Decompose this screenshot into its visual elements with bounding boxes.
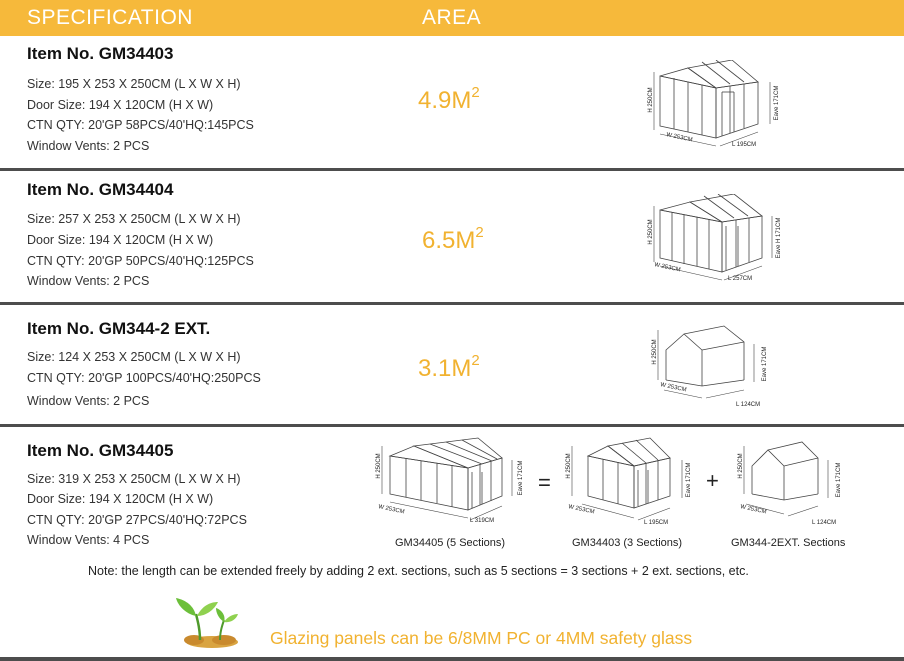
length-label: L 319CM xyxy=(470,518,495,524)
spec-door-size: Door Size: 194 X 120CM (H X W) xyxy=(27,233,214,247)
specification-heading: SPECIFICATION xyxy=(27,6,193,29)
bottom-divider xyxy=(0,657,904,661)
eave-label: Eave 171CM xyxy=(774,85,780,121)
width-label: W 253CM xyxy=(653,262,681,274)
greenhouse-diagram xyxy=(646,60,796,152)
caption-gm34403: GM34403 (3 Sections) xyxy=(572,537,683,549)
section-divider xyxy=(0,168,904,171)
height-label: H 250CM xyxy=(652,339,658,365)
spec-window-vents: Window Vents: 2 PCS xyxy=(27,394,150,408)
eave-label: Eave 171CM xyxy=(762,346,768,382)
length-label: L 124CM xyxy=(812,520,837,526)
height-label: H 250CM xyxy=(648,219,654,245)
height-label: H 250CM xyxy=(376,453,382,479)
eave-label: Eave H 171CM xyxy=(776,217,782,259)
height-label: H 250CM xyxy=(738,453,744,479)
section-divider xyxy=(0,302,904,305)
item-title: Item No. GM344-2 EXT. xyxy=(27,319,211,338)
spec-door-size: Door Size: 194 X 120CM (H X W) xyxy=(27,98,214,112)
spec-size: Size: 257 X 253 X 250CM (L X W X H) xyxy=(27,212,241,226)
length-label: L 124CM xyxy=(736,402,761,408)
spec-door-size: Door Size: 194 X 120CM (H X W) xyxy=(27,492,214,506)
eave-label: Eave 171CM xyxy=(836,462,842,498)
length-label: L 257CM xyxy=(728,276,753,282)
eave-label: Eave 171CM xyxy=(686,462,692,498)
length-label: L 195CM xyxy=(644,520,669,526)
caption-gm34405: GM34405 (5 Sections) xyxy=(395,537,506,549)
greenhouse-ext-diagram xyxy=(646,320,796,412)
area-value: $4.9M^2$ xyxy=(418,84,480,114)
greenhouse-ext-sections-diagram xyxy=(730,436,854,530)
spec-ctn-qty: CTN QTY: 20'GP 100PCS/40'HQ:250PCS xyxy=(27,371,261,385)
greenhouse-5-sections-diagram xyxy=(372,436,532,530)
greenhouse-diagram xyxy=(646,194,796,286)
caption-gm344-2ext: GM344-2EXT. Sections xyxy=(731,537,846,549)
spec-window-vents: Window Vents: 4 PCS xyxy=(27,533,150,547)
spec-ctn-qty: CTN QTY: 20'GP 50PCS/40'HQ:125PCS xyxy=(27,254,254,268)
glazing-info: Glazing panels can be 6/8MM PC or 4MM safety glass xyxy=(270,628,693,648)
width-label: W 253CM xyxy=(739,504,767,516)
width-label: W 253CM xyxy=(665,132,693,144)
area-value: $6.5M^2$ xyxy=(422,224,484,254)
area-heading: AREA xyxy=(422,6,482,29)
header-bar xyxy=(0,0,904,36)
height-label: H 250CM xyxy=(648,87,654,113)
width-label: W 253CM xyxy=(377,504,405,516)
seedling-icon xyxy=(172,592,242,655)
item-title: Item No. GM34405 xyxy=(27,441,174,460)
spec-size: Size: 124 X 253 X 250CM (L X W X H) xyxy=(27,350,241,364)
spec-size: Size: 195 X 253 X 250CM (L X W X H) xyxy=(27,77,241,91)
area-value: $3.1M^2$ xyxy=(418,352,480,382)
width-label: W 253CM xyxy=(567,504,595,516)
greenhouse-3-sections-diagram xyxy=(560,436,700,530)
spec-window-vents: Window Vents: 2 PCS xyxy=(27,274,150,288)
length-label: L 195CM xyxy=(732,142,757,148)
spec-size: Size: 319 X 253 X 250CM (L X W X H) xyxy=(27,472,241,486)
eave-label: Eave 171CM xyxy=(518,460,524,496)
plus-sign: + xyxy=(706,468,719,493)
section-divider xyxy=(0,424,904,427)
item-title: Item No. GM34404 xyxy=(27,180,174,199)
width-label: W 253CM xyxy=(659,382,687,394)
spec-ctn-qty: CTN QTY: 20'GP 58PCS/40'HQ:145PCS xyxy=(27,118,254,132)
item-title: Item No. GM34403 xyxy=(27,44,174,63)
spec-ctn-qty: CTN QTY: 20'GP 27PCS/40'HQ:72PCS xyxy=(27,513,247,527)
height-label: H 250CM xyxy=(566,453,572,479)
equals-sign: = xyxy=(538,470,551,495)
spec-window-vents: Window Vents: 2 PCS xyxy=(27,139,150,153)
extension-note: Note: the length can be extended freely by adding 2 ext. sections, such as 5 sections = 3 sections + 2 ext. sections, etc. xyxy=(88,564,749,578)
